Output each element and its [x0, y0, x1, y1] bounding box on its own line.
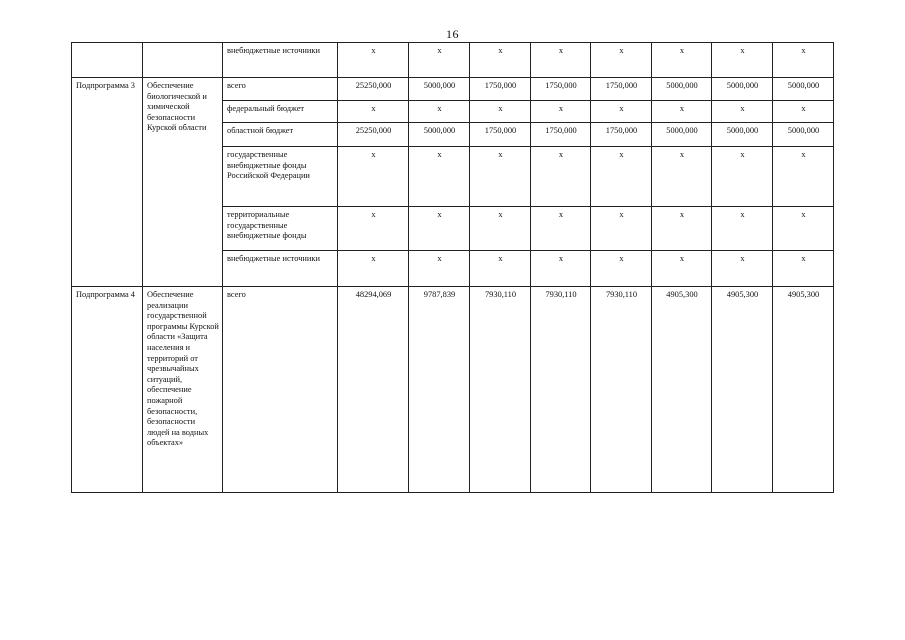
value-cell: х [338, 101, 409, 123]
value-cell: 5000,000 [773, 123, 834, 147]
value-cell: х [338, 147, 409, 207]
funding-source-cell: внебюджетные источники [223, 251, 338, 287]
value-cell: х [531, 147, 591, 207]
funding-source-cell: территориальные государственные внебюджетные фонды [223, 207, 338, 251]
subprogram-name-cell: Обеспечение реализации государственной программы Курской области «Защита населения и территорий от чрезвычайных ситуаций, обеспечение пожарной безопасности, безопасности людей на водных объектах» [143, 287, 223, 493]
value-cell: 5000,000 [409, 123, 470, 147]
funding-source-cell: областной бюджет [223, 123, 338, 147]
value-cell: 25250,000 [338, 123, 409, 147]
value-cell: 4905,300 [712, 287, 773, 493]
value-cell: х [773, 147, 834, 207]
value-cell: х [338, 207, 409, 251]
table-row [72, 43, 834, 78]
funding-source-cell: государственные внебюджетные фонды Российской Федерации [223, 147, 338, 207]
value-cell: 5000,000 [409, 78, 470, 101]
table-row [72, 287, 834, 493]
value-cell: х [591, 101, 652, 123]
value-cell: 1750,000 [531, 78, 591, 101]
value-cell: 5000,000 [712, 123, 773, 147]
value-cell: х [409, 207, 470, 251]
value-cell: х [712, 147, 773, 207]
value-cell: 1750,000 [470, 78, 531, 101]
value-cell: х [409, 251, 470, 287]
value-cell: х [591, 251, 652, 287]
value-cell: х [591, 207, 652, 251]
value-cell: х [591, 43, 652, 78]
value-cell: х [712, 251, 773, 287]
value-cell: 5000,000 [652, 78, 712, 101]
value-cell: 1750,000 [470, 123, 531, 147]
value-cell: х [773, 43, 834, 78]
value-cell: х [338, 251, 409, 287]
value-cell: 9787,839 [409, 287, 470, 493]
value-cell: 48294,069 [338, 287, 409, 493]
value-cell: х [470, 251, 531, 287]
value-cell: х [531, 43, 591, 78]
value-cell: 5000,000 [712, 78, 773, 101]
value-cell: х [531, 251, 591, 287]
empty-cell [72, 43, 143, 78]
value-cell: 1750,000 [531, 123, 591, 147]
value-cell: 7930,110 [470, 287, 531, 493]
value-cell: х [712, 207, 773, 251]
value-cell: х [773, 207, 834, 251]
value-cell: х [652, 251, 712, 287]
value-cell: х [409, 101, 470, 123]
value-cell: х [531, 207, 591, 251]
value-cell: 1750,000 [591, 78, 652, 101]
table-row [72, 78, 834, 101]
subprogram-name-cell: Обеспечение биологической и химической безопасности Курской области [143, 78, 223, 287]
value-cell: 4905,300 [773, 287, 834, 493]
value-cell: 4905,300 [652, 287, 712, 493]
value-cell: х [652, 101, 712, 123]
value-cell: х [470, 101, 531, 123]
value-cell: 5000,000 [773, 78, 834, 101]
value-cell: х [409, 43, 470, 78]
value-cell: х [338, 43, 409, 78]
value-cell: 25250,000 [338, 78, 409, 101]
value-cell: х [531, 101, 591, 123]
value-cell: х [712, 101, 773, 123]
value-cell: х [591, 147, 652, 207]
budget-table [71, 42, 834, 493]
value-cell: х [773, 251, 834, 287]
subprogram-label-cell: Подпрограмма 4 [72, 287, 143, 493]
value-cell: 7930,110 [591, 287, 652, 493]
value-cell: 1750,000 [591, 123, 652, 147]
budget-table-body [72, 43, 834, 493]
empty-cell [143, 43, 223, 78]
funding-source-cell: всего [223, 78, 338, 101]
value-cell: х [652, 43, 712, 78]
value-cell: х [470, 147, 531, 207]
page-number: 16 [446, 27, 459, 41]
value-cell: х [712, 43, 773, 78]
value-cell: х [470, 207, 531, 251]
value-cell: х [773, 101, 834, 123]
funding-source-cell: всего [223, 287, 338, 493]
value-cell: х [409, 147, 470, 207]
value-cell: 7930,110 [531, 287, 591, 493]
funding-source-cell: федеральный бюджет [223, 101, 338, 123]
value-cell: х [652, 147, 712, 207]
value-cell: х [470, 43, 531, 78]
value-cell: х [652, 207, 712, 251]
funding-source-cell: внебюджетные источники [223, 43, 338, 78]
value-cell: 5000,000 [652, 123, 712, 147]
subprogram-label-cell: Подпрограмма 3 [72, 78, 143, 287]
